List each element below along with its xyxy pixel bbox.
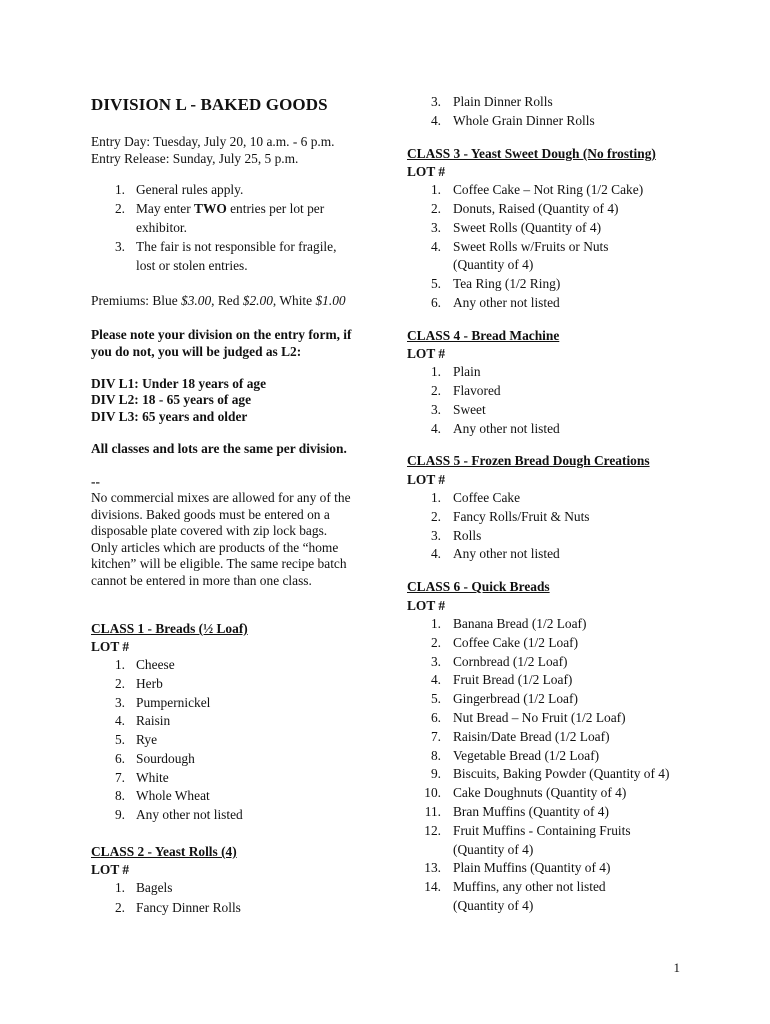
lot-item: Rye [136,732,158,747]
lot-number: 3. [430,527,441,543]
lot-item: Sweet [453,402,486,417]
lot-item: Coffee Cake – Not Ring (1/2 Cake) [453,182,644,197]
commercial-line: divisions. Baked goods must be entered on a [91,507,330,522]
div-l1: DIV L1: Under 18 years of age [91,376,267,391]
lot-item: Plain Dinner Rolls [453,94,553,109]
lot-number: 1. [114,880,125,895]
lot-item: White [136,769,169,785]
lot-item: Cornbread (1/2 Loaf) [453,653,568,669]
lot-number: 7. [430,728,441,744]
lot-number: 5. [430,276,441,292]
lot-number: 2. [114,899,125,915]
lot-item: Muffins, any other not listed [453,879,606,895]
lot-number: 1. [430,490,441,505]
lot-item: Banana Bread (1/2 Loaf) [453,616,587,631]
lot-item: Fancy Rolls/Fruit & Nuts [453,508,590,524]
note-line: you do not, you will be judged as L2: [91,344,302,359]
lot-item: Sourdough [136,750,195,766]
lot-number: 13. [424,860,441,876]
rule-number: 2. [114,201,125,216]
lot-item: Donuts, Raised (Quantity of 4) [453,200,619,216]
lot-number: 2. [430,508,441,524]
lot-item: Plain Muffins (Quantity of 4) [453,860,611,876]
rule-number: 3. [114,239,125,254]
lot-item: Pumpernickel [136,694,211,710]
lot-item: Rolls [453,527,482,543]
lot-item: Raisin [136,713,171,729]
class-6-heading: CLASS 6 - Quick Breads [407,579,550,594]
lot-number: 4. [430,546,441,562]
lot-item: Cheese [136,657,175,672]
lot-item: Fruit Muffins - Containing Fruits [453,822,631,838]
class-5-heading: CLASS 5 - Frozen Bread Dough Creations [407,453,650,468]
lot-item: Any other not listed [453,295,560,311]
class-2-heading: CLASS 2 - Yeast Rolls (4) [91,844,237,859]
lot-item: Whole Wheat [136,788,210,804]
commercial-line: Only articles which are products of the “home [91,540,339,555]
note-line: Please note your division on the entry form, if [91,327,352,342]
lot-number: 6. [114,750,125,766]
page-number: 1 [673,960,680,975]
rule-text-continued: exhibitor. [136,220,187,235]
lot-number: 4. [430,238,441,254]
lot-item: Tea Ring (1/2 Ring) [453,276,561,292]
lot-number: 4. [114,713,125,729]
commercial-line: cannot be entered in more than one class. [91,573,312,588]
lot-number: 10. [424,785,441,801]
lot-number: 1. [430,616,441,631]
lot-item: Nut Bread – No Fruit (1/2 Loaf) [453,710,626,725]
lot-number: 12. [424,822,441,838]
class-4-heading: CLASS 4 - Bread Machine [407,328,560,343]
lot-number: 3. [430,94,441,109]
lot-number: 4. [430,421,441,436]
lot-number: 2. [430,383,441,398]
entry-day: Entry Day: Tuesday, July 20, 10 a.m. - 6 p.m. [91,134,335,149]
lot-number: 3. [430,653,441,669]
lot-item: Gingerbread (1/2 Loaf) [453,691,578,707]
lot-label: LOT # [407,346,446,361]
lot-label: LOT # [91,639,130,654]
lot-number: 3. [430,219,441,235]
rule-number: 1. [114,182,125,197]
lot-number: 6. [430,295,441,311]
lot-number: 1. [430,364,441,379]
lot-number: 9. [430,766,441,782]
lot-number: 5. [114,732,125,747]
lot-number: 4. [430,113,441,128]
lot-item: Vegetable Bread (1/2 Loaf) [453,747,600,763]
lot-item: Sweet Rolls (Quantity of 4) [453,219,602,235]
lot-item-continued: (Quantity of 4) [453,841,534,857]
all-classes-note: All classes and lots are the same per division. [91,441,347,456]
div-l2: DIV L2: 18 - 65 years of age [91,392,252,407]
class-1-heading: CLASS 1 - Breads (½ Loaf) [91,621,248,636]
lot-label: LOT # [407,472,446,487]
lot-number: 3. [430,402,441,417]
lot-number: 4. [430,672,441,688]
document-title: DIVISION L - BAKED GOODS [91,95,328,114]
commercial-line: kitchen” will be eligible. The same recipe batch [91,556,347,571]
lot-number: 14. [424,879,441,895]
lot-number: 2. [430,200,441,216]
lot-label: LOT # [407,164,446,179]
lot-number: 11. [424,804,441,819]
lot-number: 8. [114,788,125,804]
lot-item-continued: (Quantity of 4) [453,257,534,273]
lot-item: Cake Doughnuts (Quantity of 4) [453,785,627,801]
lot-item: Any other not listed [453,421,560,436]
lot-number: 3. [114,694,125,710]
lot-number: 9. [114,807,125,822]
div-l3: DIV L3: 65 years and older [91,409,248,424]
rule-text-continued: lost or stolen entries. [136,258,248,273]
lot-item: Fancy Dinner Rolls [136,899,241,915]
commercial-line: No commercial mixes are allowed for any of the [91,490,351,505]
lot-item: Herb [136,675,163,691]
lot-item: Bagels [136,880,173,895]
lot-number: 8. [430,747,441,763]
class-3-heading: CLASS 3 - Yeast Sweet Dough (No frosting) [407,146,656,161]
lot-item: Raisin/Date Bread (1/2 Loaf) [453,728,610,744]
rule-text: General rules apply. [136,182,244,197]
entry-release: Entry Release: Sunday, July 25, 5 p.m. [91,151,299,166]
lot-item: Flavored [453,383,501,398]
lot-item: Any other not listed [453,546,560,562]
lot-number: 2. [430,634,441,650]
lot-item-continued: (Quantity of 4) [453,898,534,913]
lot-item: Plain [453,364,481,379]
lot-label: LOT # [407,598,446,613]
lot-number: 1. [114,657,125,672]
commercial-line: disposable plate covered with zip lock bags. [91,523,328,538]
lot-item: Fruit Bread (1/2 Loaf) [453,672,573,688]
lot-item: Coffee Cake (1/2 Loaf) [453,634,579,650]
premiums: Premiums: Blue $3.00, Red $2.00, White $1.00 [91,293,346,308]
lot-number: 6. [430,710,441,725]
rule-text: May enter TWO entries per lot per [136,201,325,216]
lot-number: 5. [430,691,441,707]
lot-number: 1. [430,182,441,197]
lot-item: Sweet Rolls w/Fruits or Nuts [453,238,609,254]
lot-item: Bran Muffins (Quantity of 4) [453,804,609,819]
lot-item: Whole Grain Dinner Rolls [453,113,595,128]
lot-item: Any other not listed [136,807,243,822]
lot-number: 7. [114,769,125,785]
lot-item: Coffee Cake [453,490,521,505]
rule-text: The fair is not responsible for fragile, [136,239,337,254]
lot-number: 2. [114,675,125,691]
dashes: -- [91,474,100,489]
lot-label: LOT # [91,862,130,877]
lot-item: Biscuits, Baking Powder (Quantity of 4) [453,766,670,782]
